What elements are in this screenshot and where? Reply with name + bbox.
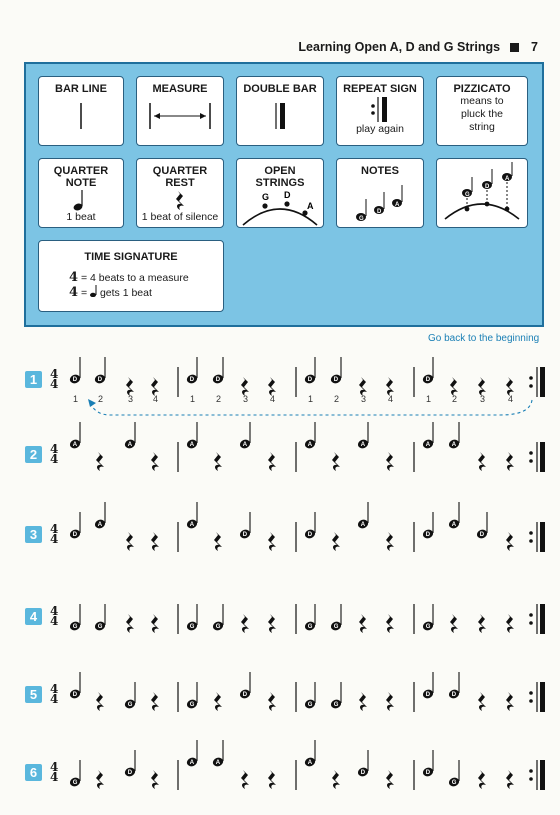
time-signature-4-4: 4 4 [50,682,59,706]
note-letter: G [333,702,339,709]
quarter-rest-icon [151,614,159,633]
note-d-icon [186,357,199,385]
square-bullet-icon [510,43,519,52]
note-g-icon [212,604,225,632]
note-letter: D [425,692,431,699]
card-title: PIZZICATO [453,83,511,95]
quarter-rest-icon [96,692,104,711]
quarter-rest-icon [214,532,222,551]
quarter-rest-icon [332,452,340,471]
quarter-rest-icon [506,532,514,551]
open-strings-bridge-icon [237,189,323,231]
card-notes-on-strings [436,158,528,228]
note-letter: D [479,532,485,539]
note-g-icon [69,760,82,788]
note-d-icon [448,672,461,700]
note-d-icon [69,357,82,385]
card-title: TIME SIGNATURE [84,251,178,263]
note-letter: A [307,442,313,449]
notes-icon [337,177,423,225]
note-d-icon [304,357,317,385]
note-a-icon [239,422,252,450]
beat-count: 1 [190,394,196,404]
note-a-icon [392,185,402,208]
note-a-icon [124,422,137,450]
note-letter: D [215,377,221,384]
note-letter: A [451,442,457,449]
card-double-bar [236,76,324,146]
time-signature-4-4: 4 4 [50,522,59,546]
beat-count: 2 [98,394,104,404]
quarter-rest-icon [478,692,486,711]
card-bar-line [38,76,124,146]
exercise-number: 5 [25,686,42,703]
note-letter: A [395,202,400,208]
exercise-number: 4 [25,608,42,625]
card-subtitle: pluck the [460,108,504,120]
measure-arrow-icon [140,95,220,135]
note-letter: G [333,624,339,631]
beat-count: 3 [243,394,249,404]
note-g-icon [356,199,366,222]
quarter-rest-icon [506,692,514,711]
double-bar-icon [240,95,320,135]
note-d-icon [374,192,384,215]
quarter-rest-icon [332,532,340,551]
note-letter: A [72,442,78,449]
note-d-icon [239,672,252,700]
exercise-number: 6 [25,764,42,781]
beat-count: 4 [153,394,159,404]
note-g-icon [304,604,317,632]
quarter-rest-icon [386,532,394,551]
time-signature-4-4: 4 4 [50,442,59,466]
page-header [298,40,538,54]
quarter-rest-icon [386,692,394,711]
quarter-rest-icon [386,452,394,471]
note-a-icon [304,740,317,768]
note-g-icon [124,682,137,710]
note-letter: D [377,209,382,215]
card-subtitle: means to [460,95,504,107]
repeat-sign-icon [529,682,545,712]
staff-notation [0,738,560,798]
card-title: REPEAT SIGN [343,83,417,95]
note-letter: A [242,442,248,449]
beat-count: 4 [388,394,394,404]
note-letter: A [360,522,366,529]
note-letter: D [242,532,248,539]
card-title: STRINGS [255,177,305,189]
string-g-label: G [262,192,270,202]
note-letter: D [307,377,313,384]
note-d-icon [94,357,107,385]
time-sig-numeral: 4 [69,270,79,285]
quarter-rest-icon [241,614,249,633]
quarter-rest-icon [214,692,222,711]
note-g-icon [186,682,199,710]
note-d-icon [212,357,225,385]
note-g-icon [330,604,343,632]
repeat-sign-icon [529,442,545,472]
note-letter: A [360,442,366,449]
note-d-icon [422,357,435,385]
quarter-rest-icon [359,692,367,711]
beat-count: 2 [452,394,458,404]
note-d-icon [422,512,435,540]
time-signature-line-1 [39,271,223,285]
time-signature-line-2: 4 = gets 1 beat [69,285,152,300]
string-d-label: D [284,190,291,200]
note-letter: D [127,770,133,777]
quarter-rest-icon [506,614,514,633]
note-letter: A [189,760,195,767]
card-open-strings [236,158,324,228]
note-d-icon [476,512,489,540]
card-subtitle: string [469,121,495,133]
quarter-rest-icon [386,614,394,633]
note-letter: G [127,702,133,709]
note-a-icon [186,502,199,530]
note-a-icon [357,502,370,530]
note-g-icon [330,682,343,710]
card-subtitle: 1 beat [66,211,96,223]
notes-strings-icon [437,159,527,227]
card-title: OPEN [264,165,296,177]
quarter-rest-icon [332,770,340,789]
note-d-icon [69,512,82,540]
vocabulary-panel [24,62,544,327]
note-letter: G [189,702,195,709]
note-letter: D [360,770,366,777]
note-letter: G [307,624,313,631]
quarter-rest-icon [268,452,276,471]
card-title: BAR LINE [55,83,107,95]
note-d-icon [239,512,252,540]
quarter-rest-icon [241,770,249,789]
note-a-icon [186,740,199,768]
note-d-icon [124,750,137,778]
note-a-icon [422,422,435,450]
bar-line-icon [41,95,121,135]
note-g-icon [448,760,461,788]
exercise-number: 1 [25,371,42,388]
note-a-icon [448,422,461,450]
note-d-icon [304,512,317,540]
ts-desc: gets 1 beat [99,287,152,299]
note-a-icon [212,740,225,768]
quarter-rest-icon [268,770,276,789]
quarter-rest-icon [151,532,159,551]
staff-notation [0,660,560,720]
note-letter: G [425,624,431,631]
exercise-number: 2 [25,446,42,463]
repeat-sign-icon [340,95,420,123]
quarter-rest-icon [96,770,104,789]
note-letter: A [451,522,457,529]
time-signature-4-4: 4 4 [50,760,59,784]
card-subtitle: play again [356,123,404,135]
note-letter: D [485,184,490,190]
note-letter: A [505,176,510,182]
card-quarter-note [38,158,124,228]
note-letter: D [425,532,431,539]
quarter-rest-icon [450,614,458,633]
staff-notation [0,420,560,480]
card-measure [136,76,224,146]
page-number: 7 [531,40,538,54]
exercise-number: 3 [25,526,42,543]
beat-count: 3 [128,394,134,404]
quarter-rest-icon [151,770,159,789]
note-letter: D [72,692,78,699]
beat-count: 3 [480,394,486,404]
note-letter: D [97,377,103,384]
quarter-rest-icon [96,452,104,471]
staff-notation [0,582,560,642]
quarter-rest-icon [126,532,134,551]
note-g-icon [69,604,82,632]
note-d-icon [69,672,82,700]
note-letter: G [359,216,364,222]
note-letter: D [189,377,195,384]
note-a-icon [357,422,370,450]
note-a-icon [304,422,317,450]
card-quarter-rest [136,158,224,228]
quarter-rest-icon [126,614,134,633]
beat-count: 1 [73,394,79,404]
note-letter: D [425,377,431,384]
staff-notation [0,500,560,560]
quarter-rest-icon [151,452,159,471]
go-back-label: Go back to the beginning [428,333,540,344]
note-letter: G [465,192,470,198]
beat-count: 4 [508,394,514,404]
card-title: DOUBLE BAR [243,83,317,95]
note-letter: A [307,760,313,767]
note-d-icon [330,357,343,385]
repeat-sign-icon [529,760,545,790]
note-letter: D [425,770,431,777]
note-letter: G [72,624,78,631]
beat-count: 2 [334,394,340,404]
card-title: QUARTER [53,165,109,177]
ts-desc: = 4 beats to a measure [80,272,189,284]
card-title: NOTE [65,177,97,189]
note-g-icon [94,604,107,632]
card-title: QUARTER [152,165,208,177]
quarter-rest-icon [151,692,159,711]
note-g-icon [186,604,199,632]
beat-count: 2 [216,394,222,404]
staff-notation [0,345,560,425]
card-title: REST [165,177,195,189]
quarter-rest-icon [478,452,486,471]
note-a-icon [186,422,199,450]
repeat-sign-icon [529,604,545,634]
quarter-rest-icon [386,770,394,789]
note-g-icon [304,682,317,710]
note-letter: A [189,522,195,529]
card-title: NOTES [361,165,399,177]
beat-count: 1 [426,394,432,404]
repeat-sign-icon [529,367,545,397]
note-letter: G [215,624,221,631]
quarter-rest-icon [478,770,486,789]
page-title: Learning Open A, D and G Strings [298,40,501,54]
repeat-sign-icon [529,522,545,552]
note-letter: D [307,532,313,539]
note-letter: A [97,522,103,529]
note-letter: D [333,377,339,384]
note-d-icon [422,672,435,700]
time-signature-4-4: 4 4 [50,604,59,628]
quarter-rest-icon [214,452,222,471]
quarter-rest-icon [359,614,367,633]
note-letter: G [72,780,78,787]
note-letter: A [215,760,221,767]
note-d-icon [422,750,435,778]
note-letter: G [97,624,103,631]
beat-count: 4 [270,394,276,404]
quarter-note-icon [41,189,121,211]
note-a-icon [69,422,82,450]
card-time-signature [38,240,224,312]
quarter-rest-icon [506,452,514,471]
beat-count: 1 [308,394,314,404]
quarter-rest-icon [478,614,486,633]
card-notes [336,158,424,228]
string-a-label: A [307,201,314,211]
quarter-rest-icon [506,770,514,789]
note-a-icon [94,502,107,530]
note-g-icon [422,604,435,632]
time-sig-numeral: 4 [69,285,79,300]
note-letter: A [425,442,431,449]
beat-count: 3 [361,394,367,404]
note-letter: D [72,532,78,539]
quarter-note-icon [90,285,97,297]
beat-counts [73,394,513,404]
quarter-rest-icon [268,532,276,551]
note-a-icon [448,502,461,530]
note-letter: D [242,692,248,699]
quarter-rest-icon [268,614,276,633]
note-letter: G [307,702,313,709]
card-pizzicato [436,76,528,146]
card-repeat-sign [336,76,424,146]
quarter-rest-icon [268,692,276,711]
note-letter: D [72,377,78,384]
note-letter: G [451,780,457,787]
quarter-rest-icon [140,189,220,211]
note-letter: G [189,624,195,631]
card-subtitle: 1 beat of silence [141,211,219,223]
note-letter: D [451,692,457,699]
card-title: MEASURE [152,83,208,95]
note-letter: A [127,442,133,449]
note-letter: A [189,442,195,449]
arrow-head-icon [88,399,96,407]
note-d-icon [357,750,370,778]
time-signature-4-4: 4 4 [50,367,59,391]
